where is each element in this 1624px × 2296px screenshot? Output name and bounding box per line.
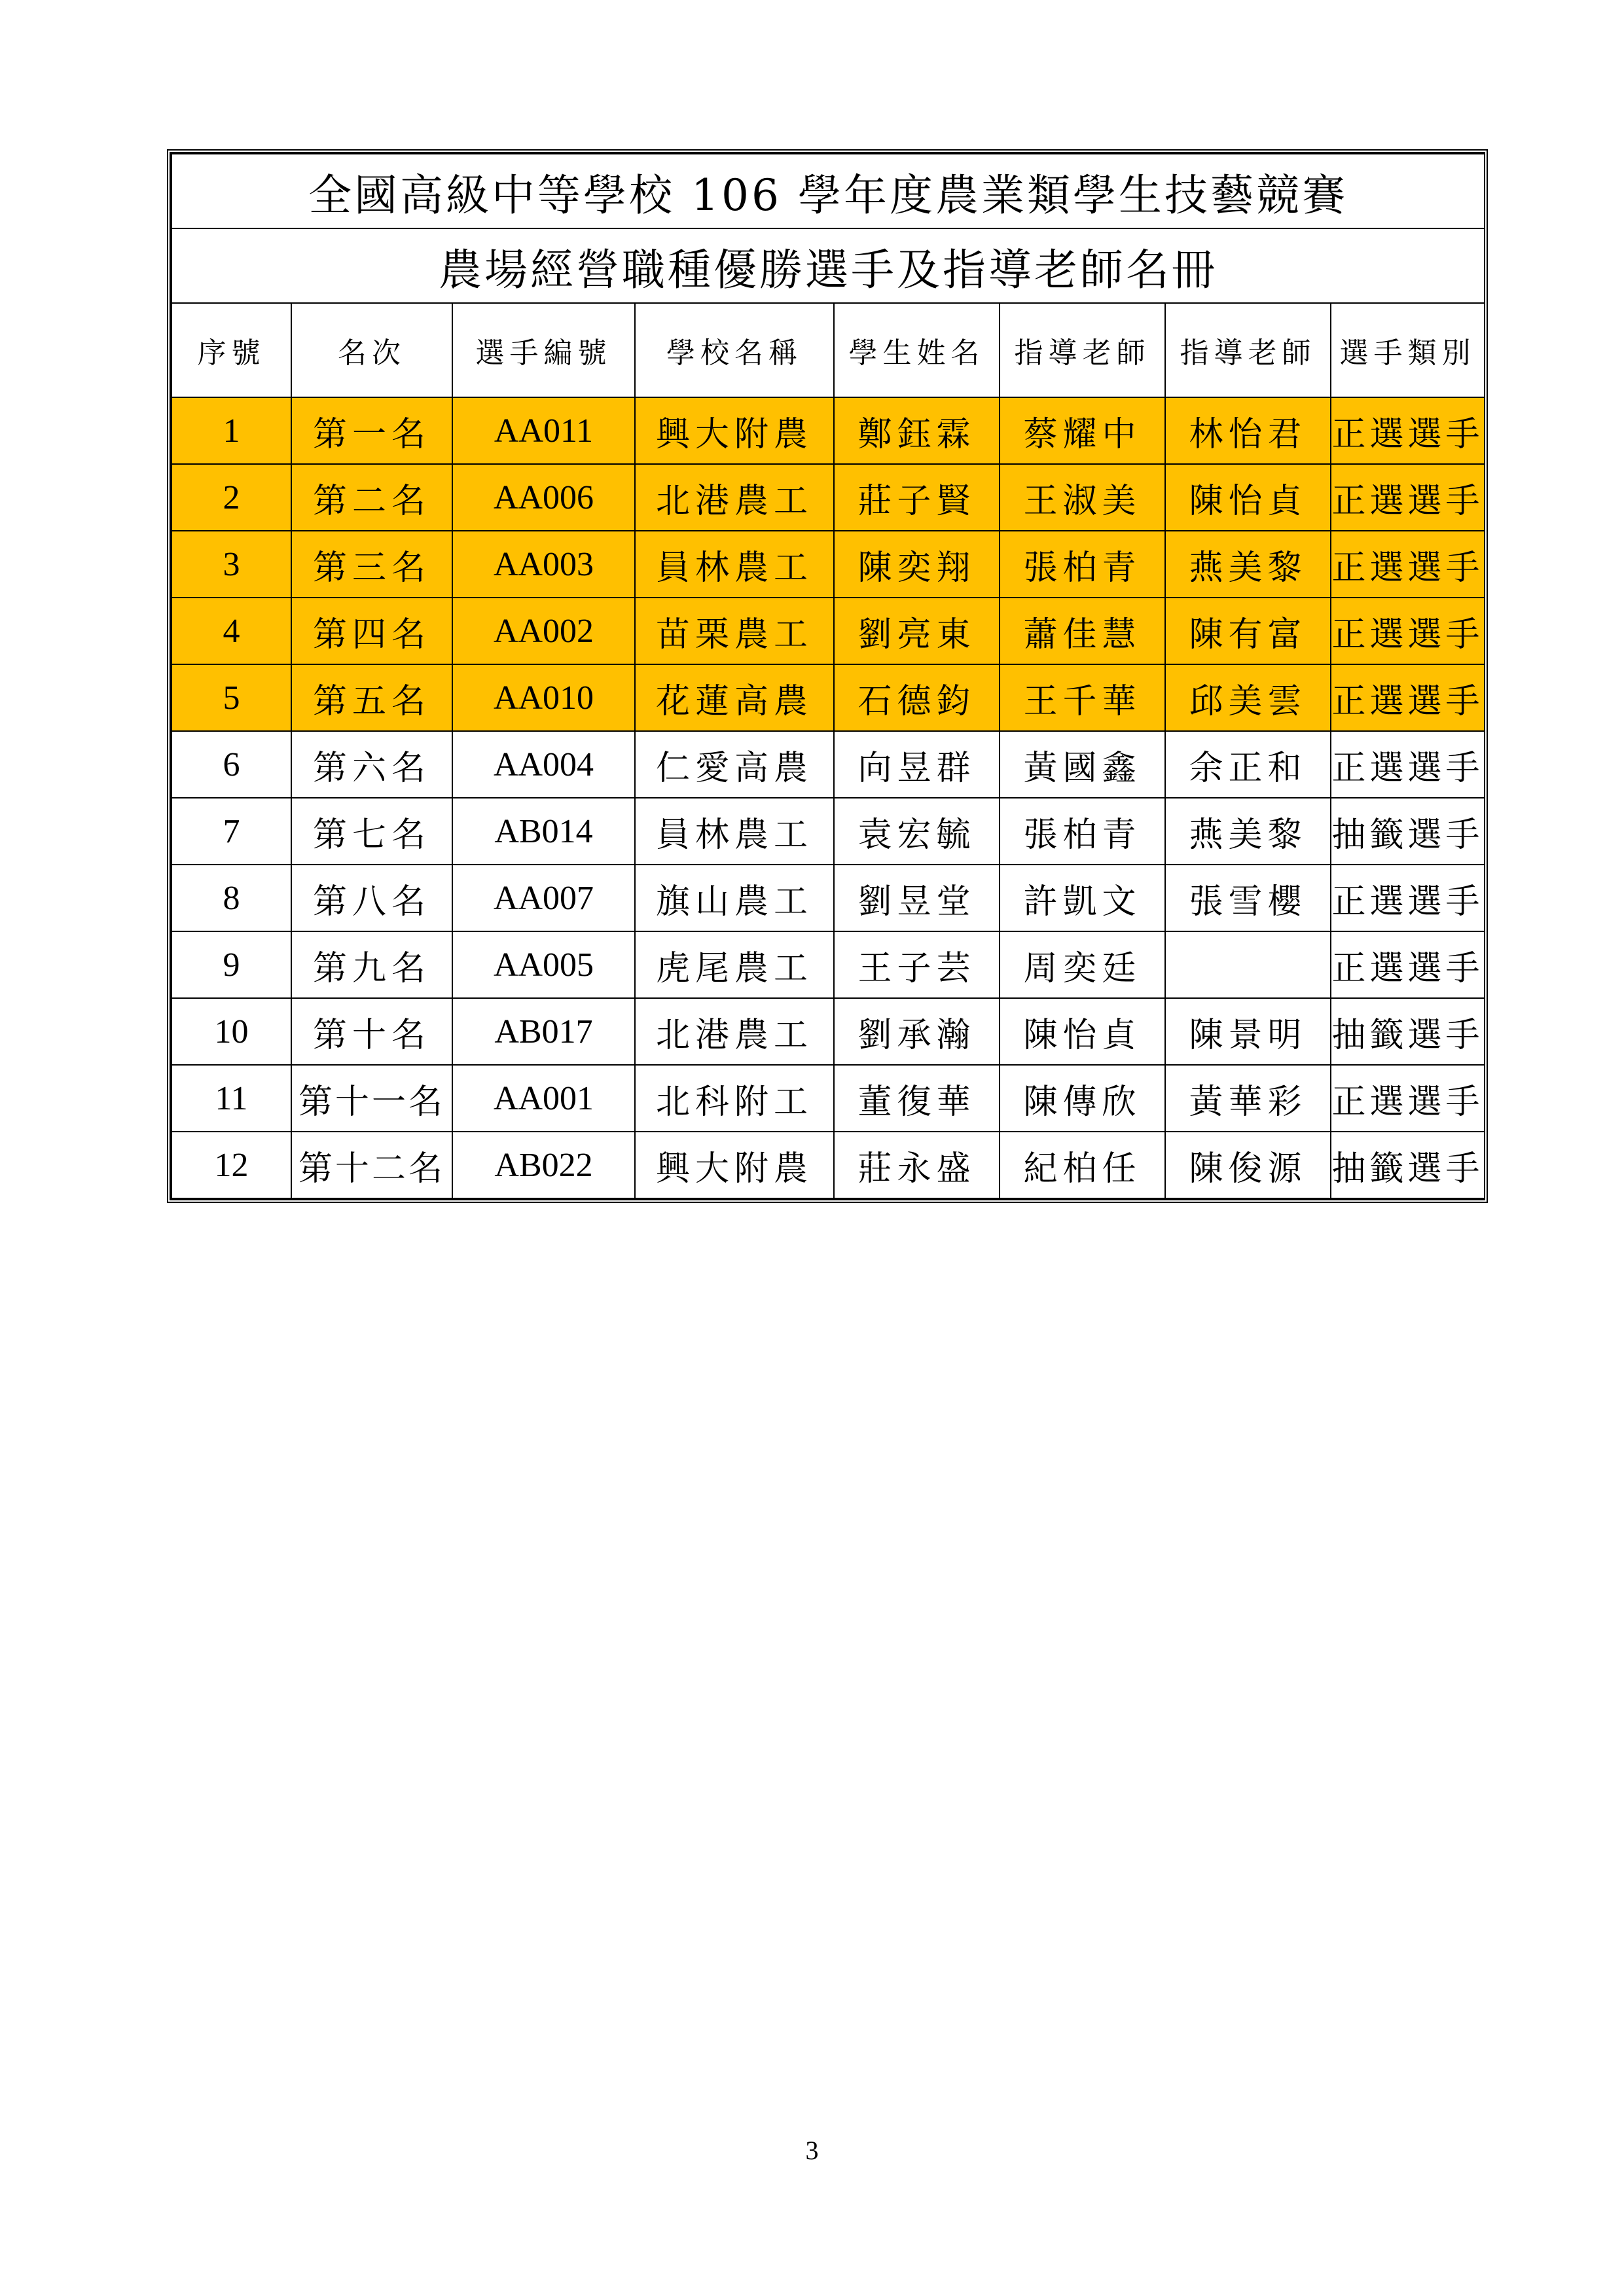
cell-student: 王子芸 bbox=[834, 931, 1000, 998]
cell-player-id: AA003 bbox=[452, 531, 635, 598]
header-seq: 序號 bbox=[171, 303, 291, 397]
cell-category: 正選選手 bbox=[1331, 598, 1485, 664]
cell-rank: 第八名 bbox=[291, 865, 452, 931]
cell-seq: 7 bbox=[171, 798, 291, 865]
cell-rank: 第三名 bbox=[291, 531, 452, 598]
table-row bbox=[171, 1065, 1485, 1132]
table-row bbox=[171, 931, 1485, 998]
document-subtitle: 農場經營職種優勝選手及指導老師名冊 bbox=[171, 228, 1485, 303]
cell-teacher-2: 燕美黎 bbox=[1165, 531, 1331, 598]
cell-school: 北港農工 bbox=[635, 464, 834, 531]
header-category: 選手類別 bbox=[1331, 303, 1485, 397]
cell-teacher-2: 余正和 bbox=[1165, 731, 1331, 798]
cell-player-id: AB022 bbox=[452, 1132, 635, 1198]
cell-category: 抽籤選手 bbox=[1331, 1132, 1485, 1198]
cell-category: 正選選手 bbox=[1331, 464, 1485, 531]
cell-category: 正選選手 bbox=[1331, 664, 1485, 731]
cell-player-id: AA001 bbox=[452, 1065, 635, 1132]
cell-school: 興大附農 bbox=[635, 1132, 834, 1198]
cell-player-id: AA011 bbox=[452, 397, 635, 464]
cell-rank: 第六名 bbox=[291, 731, 452, 798]
cell-teacher-1: 陳傳欣 bbox=[1000, 1065, 1165, 1132]
table-row bbox=[171, 598, 1485, 664]
cell-teacher-2: 陳怡貞 bbox=[1165, 464, 1331, 531]
table-row bbox=[171, 464, 1485, 531]
cell-student: 鄭鈺霖 bbox=[834, 397, 1000, 464]
cell-teacher-2 bbox=[1165, 931, 1331, 998]
cell-category: 抽籤選手 bbox=[1331, 998, 1485, 1065]
cell-seq: 8 bbox=[171, 865, 291, 931]
cell-teacher-1: 蕭佳慧 bbox=[1000, 598, 1165, 664]
cell-teacher-2: 邱美雲 bbox=[1165, 664, 1331, 731]
table-row bbox=[171, 1132, 1485, 1198]
cell-teacher-2: 陳有富 bbox=[1165, 598, 1331, 664]
cell-seq: 5 bbox=[171, 664, 291, 731]
cell-teacher-1: 紀柏任 bbox=[1000, 1132, 1165, 1198]
cell-category: 抽籤選手 bbox=[1331, 798, 1485, 865]
cell-student: 袁宏毓 bbox=[834, 798, 1000, 865]
cell-teacher-1: 蔡耀中 bbox=[1000, 397, 1165, 464]
cell-rank: 第一名 bbox=[291, 397, 452, 464]
table-row bbox=[171, 998, 1485, 1065]
cell-school: 興大附農 bbox=[635, 397, 834, 464]
cell-school: 員林農工 bbox=[635, 798, 834, 865]
cell-teacher-2: 張雪櫻 bbox=[1165, 865, 1331, 931]
cell-category: 正選選手 bbox=[1331, 397, 1485, 464]
cell-rank: 第四名 bbox=[291, 598, 452, 664]
cell-school: 旗山農工 bbox=[635, 865, 834, 931]
header-student: 學生姓名 bbox=[834, 303, 1000, 397]
cell-rank: 第十名 bbox=[291, 998, 452, 1065]
cell-player-id: AA002 bbox=[452, 598, 635, 664]
cell-student: 陳奕翔 bbox=[834, 531, 1000, 598]
cell-seq: 2 bbox=[171, 464, 291, 531]
cell-rank: 第十二名 bbox=[291, 1132, 452, 1198]
cell-school: 北科附工 bbox=[635, 1065, 834, 1132]
cell-player-id: AA004 bbox=[452, 731, 635, 798]
cell-teacher-1: 許凱文 bbox=[1000, 865, 1165, 931]
cell-student: 劉亮東 bbox=[834, 598, 1000, 664]
page-number: 3 bbox=[805, 2136, 819, 2165]
cell-student: 石德鈞 bbox=[834, 664, 1000, 731]
cell-teacher-1: 張柏青 bbox=[1000, 798, 1165, 865]
cell-seq: 12 bbox=[171, 1132, 291, 1198]
cell-student: 劉承瀚 bbox=[834, 998, 1000, 1065]
table-row bbox=[171, 865, 1485, 931]
table-header-row bbox=[171, 303, 1485, 397]
table-row bbox=[171, 531, 1485, 598]
cell-player-id: AA005 bbox=[452, 931, 635, 998]
cell-category: 正選選手 bbox=[1331, 931, 1485, 998]
header-teacher-1: 指導老師 bbox=[1000, 303, 1165, 397]
table-row bbox=[171, 397, 1485, 464]
cell-player-id: AA006 bbox=[452, 464, 635, 531]
cell-teacher-1: 王淑美 bbox=[1000, 464, 1165, 531]
cell-school: 虎尾農工 bbox=[635, 931, 834, 998]
cell-category: 正選選手 bbox=[1331, 865, 1485, 931]
table-row bbox=[171, 664, 1485, 731]
cell-category: 正選選手 bbox=[1331, 1065, 1485, 1132]
cell-school: 員林農工 bbox=[635, 531, 834, 598]
cell-school: 花蓮高農 bbox=[635, 664, 834, 731]
roster-table bbox=[171, 153, 1485, 1199]
cell-player-id: AB014 bbox=[452, 798, 635, 865]
cell-seq: 11 bbox=[171, 1065, 291, 1132]
cell-category: 正選選手 bbox=[1331, 731, 1485, 798]
cell-rank: 第十一名 bbox=[291, 1065, 452, 1132]
cell-rank: 第九名 bbox=[291, 931, 452, 998]
cell-player-id: AA007 bbox=[452, 865, 635, 931]
cell-player-id: AB017 bbox=[452, 998, 635, 1065]
header-rank: 名次 bbox=[291, 303, 452, 397]
cell-rank: 第二名 bbox=[291, 464, 452, 531]
cell-student: 莊子賢 bbox=[834, 464, 1000, 531]
cell-school: 苗栗農工 bbox=[635, 598, 834, 664]
cell-category: 正選選手 bbox=[1331, 531, 1485, 598]
cell-school: 北港農工 bbox=[635, 998, 834, 1065]
cell-teacher-1: 黃國鑫 bbox=[1000, 731, 1165, 798]
cell-student: 莊永盛 bbox=[834, 1132, 1000, 1198]
cell-seq: 4 bbox=[171, 598, 291, 664]
cell-teacher-1: 周奕廷 bbox=[1000, 931, 1165, 998]
cell-teacher-2: 陳俊源 bbox=[1165, 1132, 1331, 1198]
table-row bbox=[171, 798, 1485, 865]
cell-student: 劉昱堂 bbox=[834, 865, 1000, 931]
cell-student: 向昱群 bbox=[834, 731, 1000, 798]
cell-teacher-2: 陳景明 bbox=[1165, 998, 1331, 1065]
cell-teacher-1: 張柏青 bbox=[1000, 531, 1165, 598]
cell-teacher-1: 王千華 bbox=[1000, 664, 1165, 731]
roster-table-frame bbox=[167, 149, 1488, 1203]
document-title: 全國高級中等學校 106 學年度農業類學生技藝競賽 bbox=[171, 154, 1485, 228]
cell-teacher-2: 燕美黎 bbox=[1165, 798, 1331, 865]
cell-seq: 3 bbox=[171, 531, 291, 598]
cell-seq: 6 bbox=[171, 731, 291, 798]
cell-student: 董復華 bbox=[834, 1065, 1000, 1132]
cell-seq: 1 bbox=[171, 397, 291, 464]
cell-school: 仁愛高農 bbox=[635, 731, 834, 798]
cell-teacher-2: 林怡君 bbox=[1165, 397, 1331, 464]
header-school: 學校名稱 bbox=[635, 303, 834, 397]
cell-teacher-2: 黃華彩 bbox=[1165, 1065, 1331, 1132]
cell-seq: 9 bbox=[171, 931, 291, 998]
cell-rank: 第五名 bbox=[291, 664, 452, 731]
cell-player-id: AA010 bbox=[452, 664, 635, 731]
table-row bbox=[171, 731, 1485, 798]
header-player-id: 選手編號 bbox=[452, 303, 635, 397]
cell-seq: 10 bbox=[171, 998, 291, 1065]
cell-rank: 第七名 bbox=[291, 798, 452, 865]
cell-teacher-1: 陳怡貞 bbox=[1000, 998, 1165, 1065]
header-teacher-2: 指導老師 bbox=[1165, 303, 1331, 397]
